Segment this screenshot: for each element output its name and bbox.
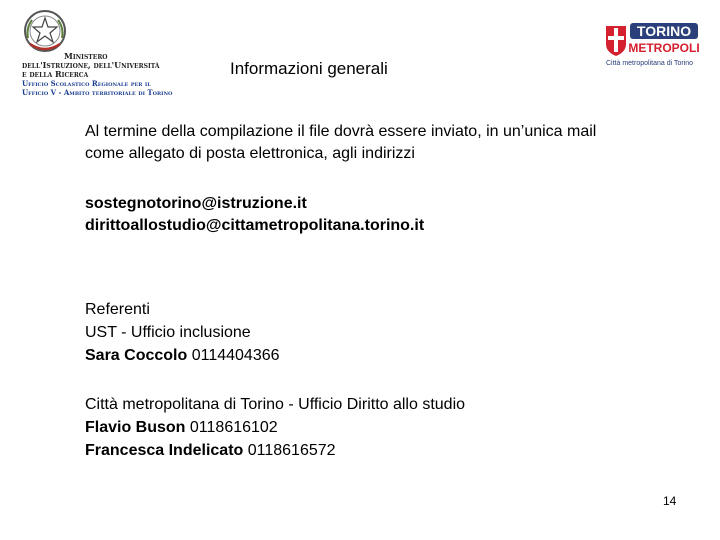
referenti-ust-block	[85, 298, 280, 367]
contact-name: Francesca Indelicato	[85, 442, 244, 459]
torino-caption: Città metropolitana di Torino	[606, 60, 694, 67]
svg-text:METROPOLI: METROPOLI	[628, 41, 700, 55]
intro-line-2: come allegato di posta elettronica, agli indirizzi	[85, 145, 415, 162]
ministry-line-4: Ufficio Scolastico Regionale per il	[22, 79, 151, 88]
contact-name: Flavio Buson	[85, 419, 186, 436]
contact-row	[85, 416, 465, 439]
ministry-line-5: Ufficio V - Ambito territoriale di Torino	[22, 88, 173, 97]
citta-office: Città metropolitana di Torino - Ufficio Diritto allo studio	[85, 396, 466, 413]
email-address[interactable]: sostegnotorino@istruzione.it	[85, 195, 307, 212]
ministry-logo	[22, 8, 182, 97]
referenti-heading: Referenti	[85, 301, 150, 318]
contact-phone: 0118616102	[189, 419, 278, 436]
ministry-line-2: dell'Istruzione, dell'Università	[22, 60, 160, 70]
contact-phone: 0114404366	[191, 347, 280, 364]
slide-title: Informazioni generali	[230, 59, 388, 78]
contact-phone: 0118616572	[247, 442, 336, 459]
svg-text:TORINO: TORINO	[636, 23, 692, 39]
email-address[interactable]: dirittoallostudio@cittametropolitana.torino.it	[85, 217, 425, 234]
intro-paragraph	[85, 121, 596, 165]
torino-metropoli-logo	[604, 20, 700, 72]
ministry-line-1: Ministero	[64, 51, 108, 61]
referenti-citta-block	[85, 393, 465, 462]
torino-metropoli-emblem-icon	[604, 20, 700, 60]
email-list	[85, 193, 424, 237]
ust-office: UST - Ufficio inclusione	[85, 324, 251, 341]
intro-line-1: Al termine della compilazione il file dovrà essere inviato, in un’unica mail	[85, 123, 597, 140]
italian-emblem-icon	[22, 8, 68, 54]
contact-row	[85, 439, 465, 462]
contact-row	[85, 344, 280, 367]
contact-name: Sara Coccolo	[85, 347, 188, 364]
ministry-line-3: e della Ricerca	[22, 69, 89, 79]
page-number: 14	[663, 494, 677, 508]
